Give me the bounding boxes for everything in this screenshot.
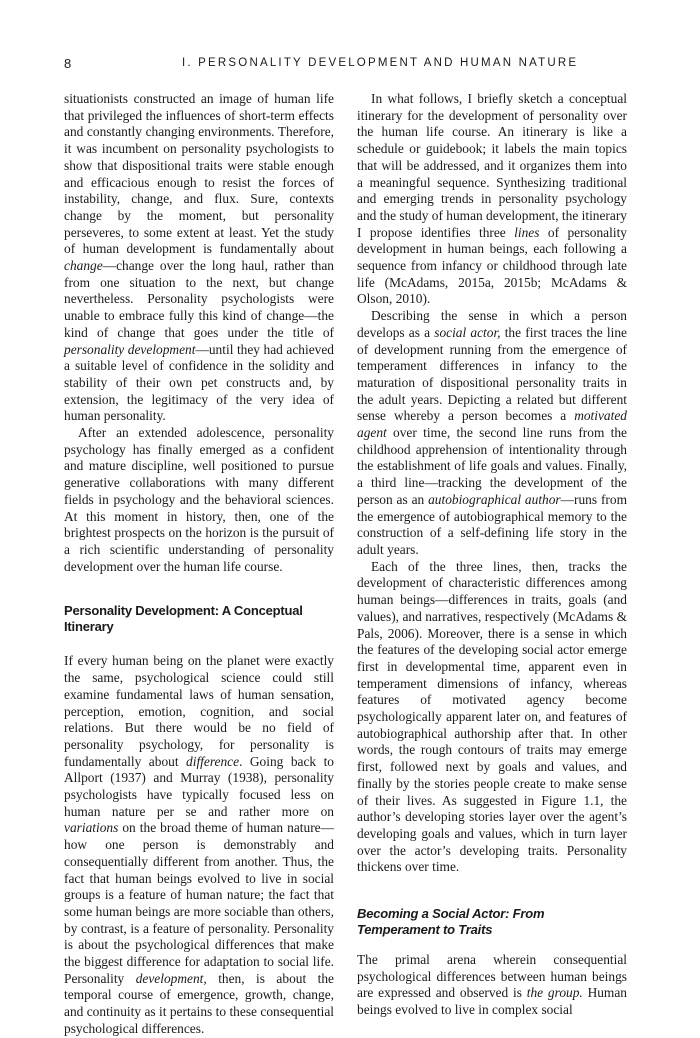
paragraph: Describing the sense in which a person develops as a social actor, the first traces the line of development running from the emergence of temperament differences in infancy to the maturation of dispositional personality traits in the adult years. Depicting a related but different sense whereby a person becomes a motivated agent over time, the second line runs from the childhood apprehension of intentionality through the establishment of life goals and values. Finally, a third line—tracking the development of the person as an autobiographical author—runs from the emergence of autobiographical memory to the construction of a self-defining life story in the adult years.: [357, 308, 627, 557]
paragraph: If every human being on the planet were exactly the same, psychological science could still examine fundamental laws of human sensation, perception, emotion, cognition, and social relations. But there would be no field of personality psychology, for personality is fundamentally about difference. Going back to Allport (1937) and Murray (1938), personality psychologists have typically focused less on human nature per se and rather more on variations on the broad theme of human nature—how one person is demonstrably and consequentially different from another. Thus, the fact that human beings evolved to live in social groups is a feature of human nature; the fact that some human beings are more sociable than others, by contrast, is a feature of personality. Personality is about the psychological differences that make the biggest difference for adaptation to social life. Personality development, then, is about the temporal course of emergence, growth, change, and continuity as it pertains to these consequential psychological differences.: [64, 653, 334, 1036]
paragraph: situationists constructed an image of human life that privileged the influences of short-term effects and constantly changing environments. Therefore, it was incumbent on personality psychologists to show that dispositional traits were stable enough and efficacious enough to resist the forces of instability, change, and flux. Sure, contexts change by the moment, but personality perseveres, to some extent at least. Yet the study of human development is fundamentally about change—change over the long haul, rather than from one situation to the next, but change nevertheless. Personality psychologists were unable to embrace fully this kind of change—the kind of change that goes under the title of personality development—until they had achieved a suitable level of confidence in the solidity and stability of their own pet constructs and, by extension, the legitimacy of the very idea of human personality.: [64, 91, 334, 424]
paragraph: Each of the three lines, then, tracks the development of characteristic differences among human beings—differences in traits, goals (and values), and narratives, respectively (McAdams & Pals, 2006). Moreover, there is a sense in which the features of the developing social actor emerge first in developmental time, apparent even in temperament dimensions of infancy, whereas features of motivated agency become psychologically apparent later on, and features of autobiographical authorship after that. In other words, the rough contours of traits may emerge first, followed next by goals and values, and finally by the stories people create to make sense of their lives. As suggested in Figure 1.1, the author’s developing stories layer over the agent’s developing goals and values, which in turn layer over the actor’s developing traits. Personality thickens over time.: [357, 558, 627, 875]
subsection-heading: Becoming a Social Actor: From Temperament to Traits: [357, 906, 545, 938]
running-head: [64, 56, 640, 74]
paragraph: After an extended adolescence, personality psychology has finally emerged as a confident and mature discipline, well positioned to pursue generative collaborations with many different fields in psychology and the behavioral sciences. At this moment in history, then, one of the brightest prospects on the horizon is the pursuit of a rich scientific understanding of personality development over the human life course.: [64, 425, 334, 574]
paragraph: The primal arena wherein consequential psychological differences between human beings are expressed and observed is the group. Human beings evolved to live in complex social: [357, 952, 627, 1018]
page-number: 8: [64, 56, 72, 71]
left-column: [64, 91, 334, 1038]
paragraph: In what follows, I briefly sketch a conceptual itinerary for the development of personality over the human life course. An itinerary is like a schedule or guidebook; it labels the main topics that will be addressed, and it organizes them into a meaningful sequence. Synthesizing traditional and emerging trends in personality psychology and the study of human development, the itinerary I propose identifies three lines of personality development in human beings, each following a sequence from infancy or childhood through late life (McAdams, 2015a, 2015b; McAdams & Olson, 2010).: [357, 91, 627, 307]
right-column: [357, 91, 627, 1019]
section-heading: Personality Development: A Conceptual Itinerary: [64, 603, 303, 635]
chapter-title: I. PERSONALITY DEVELOPMENT AND HUMAN NATURE: [182, 57, 579, 69]
